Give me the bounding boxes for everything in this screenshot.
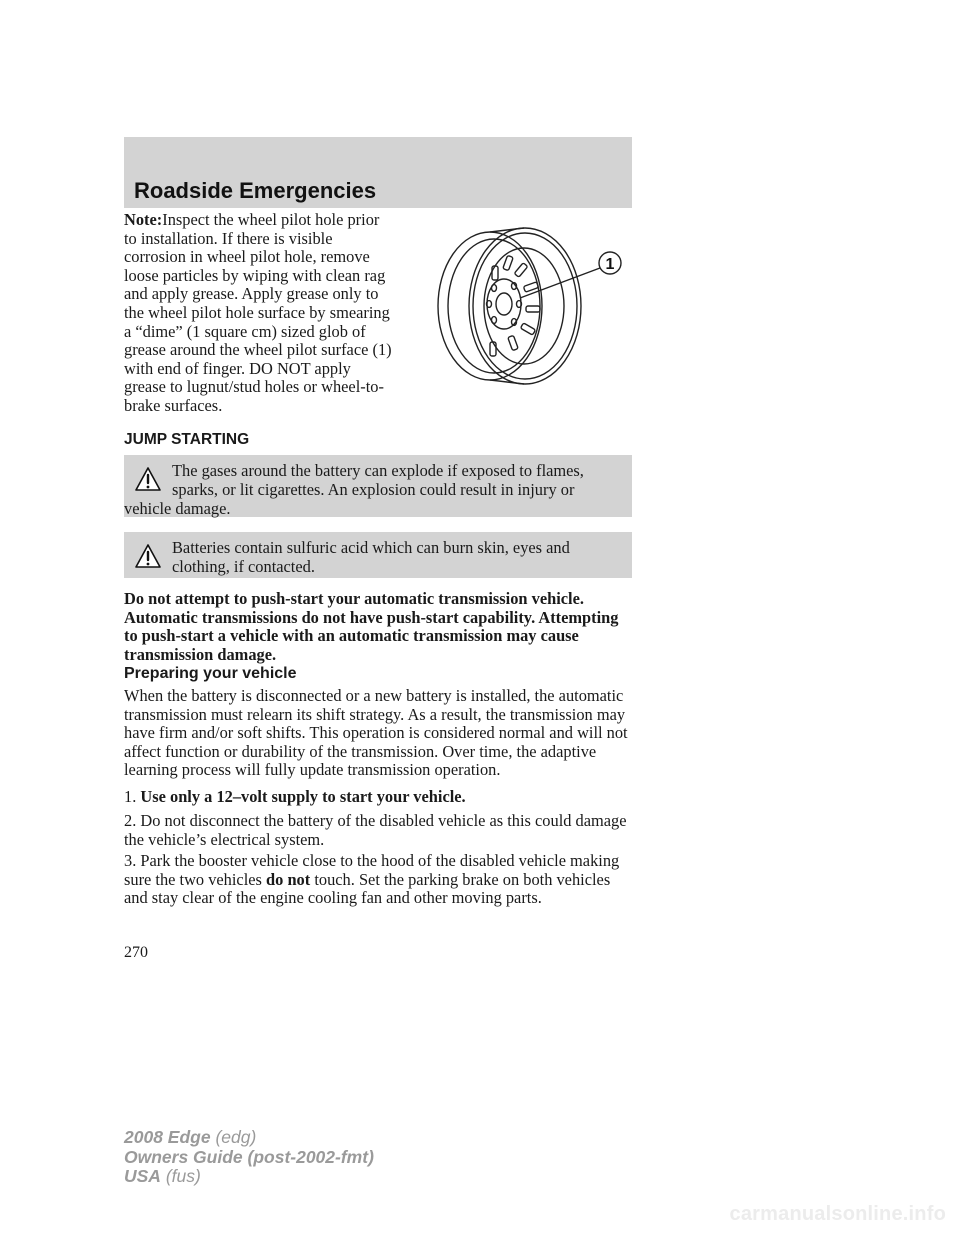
step-2: 2. Do not disconnect the battery of the disabled vehicle as this could damage the vehicle’s electrical system. [124,811,627,849]
step-1-text: Use only a 12–volt supply to start your vehicle. [140,787,466,806]
footer-line-1: 2008 Edge (edg) [124,1127,257,1147]
step-1 [124,788,632,807]
section-title: Roadside Emergencies [134,178,377,203]
note-text: Inspect the wheel pilot hole prior to installation. If there is visible corrosion in wheel pilot hole, remove loose particles by wiping with clean rag and apply grease. Apply grease only to the wheel pilot hole surface by smearing a “dime” (1 square cm) sized glob of grease around the wheel pilot surface (1) with end of finger. DO NOT apply grease to lugnut/stud holes or wheel-to-brake surfaces. [124,210,392,415]
push-start-notice: Do not attempt to push-start your automatic transmission vehicle. Automatic transmissions do not have push-start capability. Attempting to push-start a vehicle with an automatic transmission may cause transmission damage. [124,589,619,664]
section-header-band [124,137,632,208]
document-footer [124,1128,374,1187]
wheel-icon [432,218,632,390]
step-1-number: 1. [124,787,137,806]
wheel-illustration [432,218,632,390]
warning-box [124,532,632,578]
preparing-intro: When the battery is disconnected or a new battery is installed, the automatic transmission must relearn its shift strategy. As a result, the transmission may have firm and/or soft shifts. This operation is considered normal and will not affect function or durability of the transmission. Over time, the adaptive learning process will fully update transmission operation. [124,686,628,780]
note-label: Note: [124,210,163,229]
preparing-heading: Preparing your vehicle [124,665,297,682]
warning-triangle-icon [124,539,172,573]
step-3-text-a: 3. Park the booster vehicle close to the hood of the disabled vehicle making sure the two vehicles [124,851,620,889]
step-3-emphasis: do not [266,869,311,889]
step-3 [124,852,632,908]
warning-text: The gases around the battery can explode if exposed to flames, sparks, or lit cigarettes. An explosion could result in injury or vehicle damage. [124,461,584,518]
callout-number: 1 [605,256,615,273]
watermark: carmanualsonline.info [729,1203,946,1225]
warning-triangle-icon [124,462,172,496]
note-paragraph [124,211,396,416]
step-3-text-b: touch. Set the parking brake on both vehicles and stay clear of the engine cooling fan and other moving parts. [124,869,611,908]
footer-line-2: Owners Guide (post-2002-fmt) [124,1146,374,1167]
page-number: 270 [124,944,148,961]
jump-starting-heading: JUMP STARTING [124,431,250,448]
warning-box [124,455,632,517]
warning-text: Batteries contain sulfuric acid which can burn skin, eyes and clothing, if contacted. [172,538,570,576]
footer-line-3: USA (fus) [124,1166,201,1186]
